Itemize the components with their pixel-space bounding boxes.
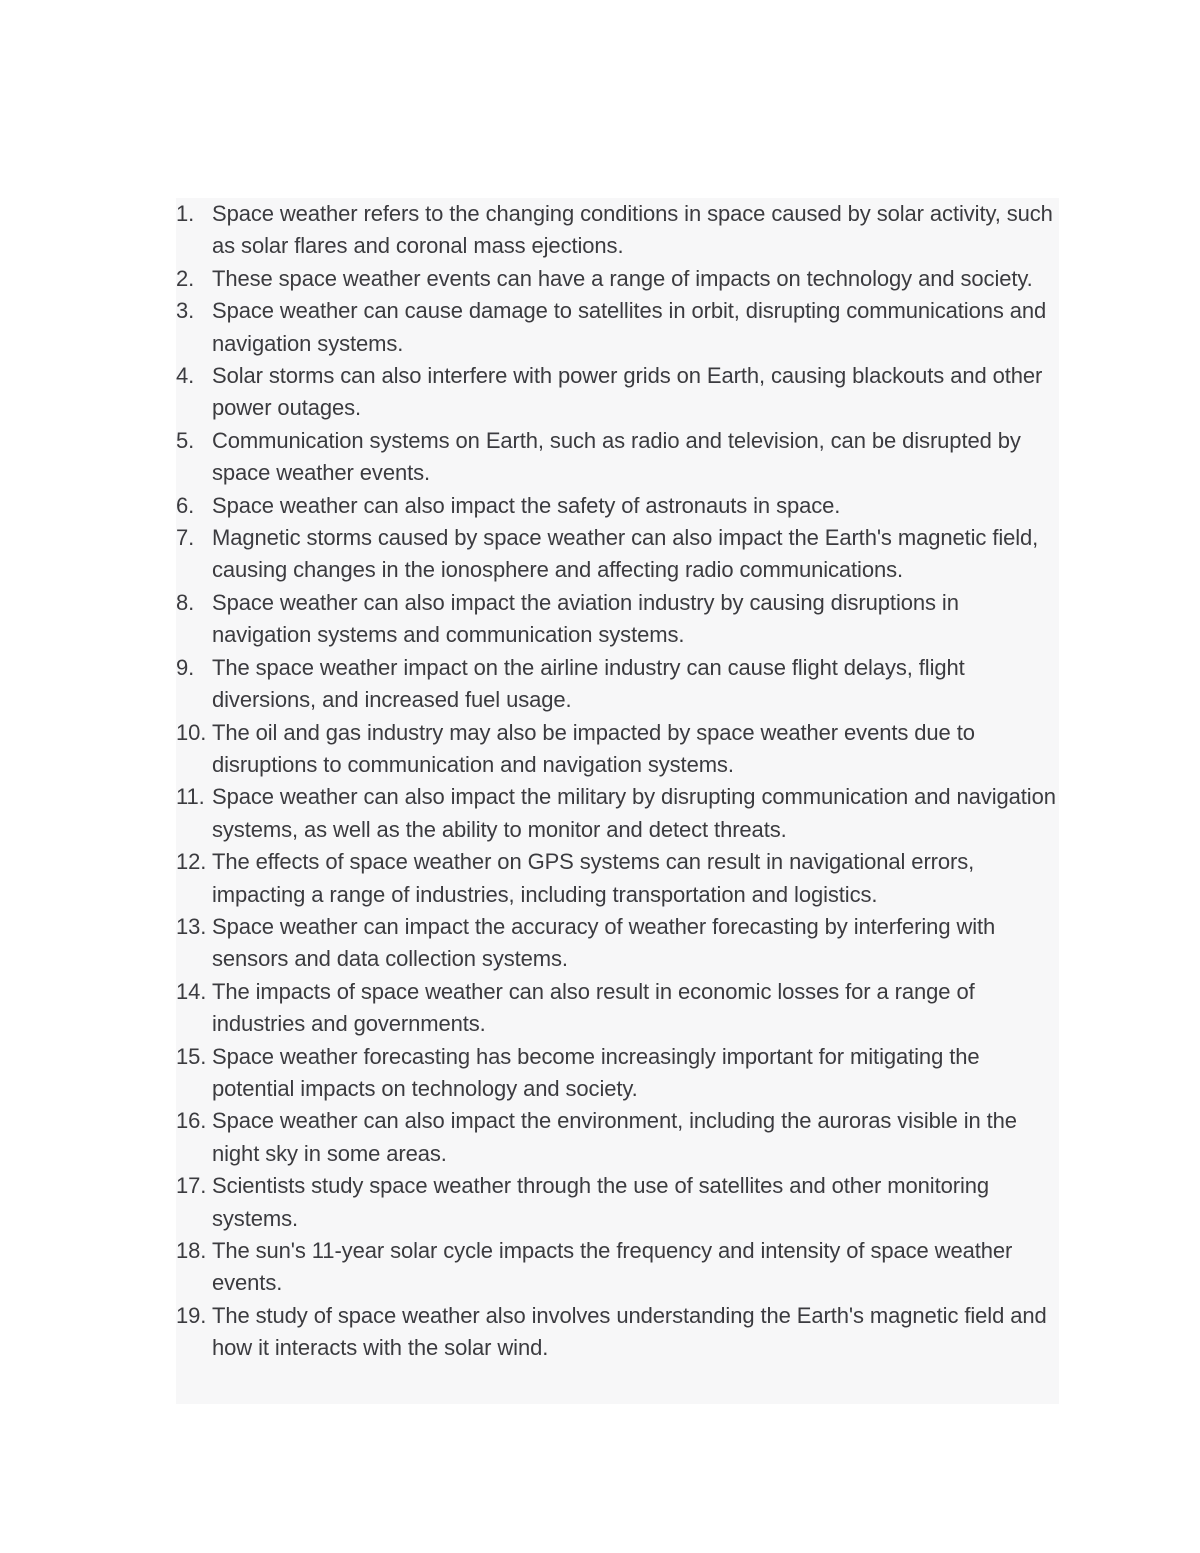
list-item: [176, 781, 1059, 846]
list-item-number: 10.: [176, 719, 207, 745]
list-item-text: The oil and gas industry may also be impacted by space weather events due to disruptions to communication and navigation systems.: [212, 719, 975, 777]
list-item: [176, 490, 1059, 522]
list-item: [176, 1170, 1059, 1235]
list-item-text: The study of space weather also involves understanding the Earth's magnetic field and how it interacts with the solar wind.: [212, 1302, 1047, 1361]
list-item-number: 13.: [176, 913, 207, 939]
list-item: [176, 846, 1059, 911]
list-item: [176, 522, 1059, 587]
list-item-text: These space weather events can have a range of impacts on technology and society.: [212, 265, 1033, 291]
list-item-number: 3.: [176, 298, 195, 324]
list-item: [176, 1041, 1059, 1106]
list-item-text: The impacts of space weather can also result in economic losses for a range of industries and governments.: [212, 978, 975, 1037]
list-item: [176, 652, 1059, 717]
list-item-number: 18.: [176, 1238, 207, 1263]
list-item: [176, 1300, 1059, 1365]
list-item: [176, 425, 1059, 490]
list-item-number: 19.: [176, 1302, 207, 1328]
list-item: [176, 198, 1059, 263]
list-item-text: The space weather impact on the airline industry can cause flight delays, flight diversions, and increased fuel usage.: [212, 654, 965, 713]
list-item-number: 5.: [176, 427, 195, 453]
list-item-text: Space weather can also impact the safety of astronauts in space.: [212, 492, 841, 518]
list-item-text: Space weather forecasting has become increasingly important for mitigating the potential impacts on technology and society.: [212, 1043, 980, 1101]
list-item-number: 6.: [176, 492, 195, 518]
list-item: [176, 1235, 1059, 1300]
list-item: [176, 295, 1059, 360]
list-item-text: Scientists study space weather through the use of satellites and other monitoring systems.: [212, 1173, 990, 1231]
list-item-number: 16.: [176, 1108, 207, 1134]
list-item-text: Space weather can also impact the military by disrupting communication and navigation systems, as well as the ability to monitor and detect threats.: [212, 784, 1056, 842]
list-item-number: 1.: [176, 201, 195, 226]
list-item: [176, 1105, 1059, 1170]
list-item-text: Space weather can impact the accuracy of weather forecasting by interfering with sensors and data collection systems.: [212, 913, 996, 972]
list-item-text: Space weather can cause damage to satellites in orbit, disrupting communications and navigation systems.: [212, 298, 1047, 356]
numbered-list: [176, 198, 1059, 1404]
list-item-number: 4.: [176, 363, 195, 389]
list-item: [176, 911, 1059, 976]
list-item: [176, 360, 1059, 425]
list-item: [176, 263, 1059, 295]
list-item-number: 8.: [176, 589, 195, 615]
list-item-text: Space weather can also impact the aviation industry by causing disruptions in navigation systems and communication systems.: [212, 589, 959, 648]
list-item-number: 11.: [176, 784, 205, 810]
list-item: [176, 717, 1059, 782]
list-item-text: The effects of space weather on GPS systems can result in navigational errors, impacting a range of industries, including transportation and logistics.: [212, 849, 975, 907]
list-item-text: Solar storms can also interfere with power grids on Earth, causing blackouts and other power outages.: [212, 363, 1043, 421]
list-item-number: 17.: [176, 1173, 207, 1199]
list-item-number: 14.: [176, 978, 207, 1004]
list-item-number: 7.: [176, 525, 195, 551]
list-item-text: Space weather refers to the changing conditions in space caused by solar activity, such as solar flares and coronal mass ejections.: [212, 201, 1053, 259]
list-item-text: Communication systems on Earth, such as radio and television, can be disrupted by space weather events.: [212, 427, 1021, 486]
list-item-number: 12.: [176, 849, 207, 875]
list-item-number: 2.: [176, 265, 195, 291]
list-item-number: 15.: [176, 1043, 207, 1069]
list-item: [176, 976, 1059, 1041]
list-item-text: Magnetic storms caused by space weather can also impact the Earth's magnetic field, causing changes in the ionosphere and affecting radio communications.: [212, 525, 1039, 583]
list-item-text: Space weather can also impact the environment, including the auroras visible in the night sky in some areas.: [212, 1108, 1017, 1166]
list-item: [176, 587, 1059, 652]
list-item-number: 9.: [176, 654, 195, 680]
list-item-text: The sun's 11-year solar cycle impacts the frequency and intensity of space weather events.: [212, 1238, 1013, 1296]
